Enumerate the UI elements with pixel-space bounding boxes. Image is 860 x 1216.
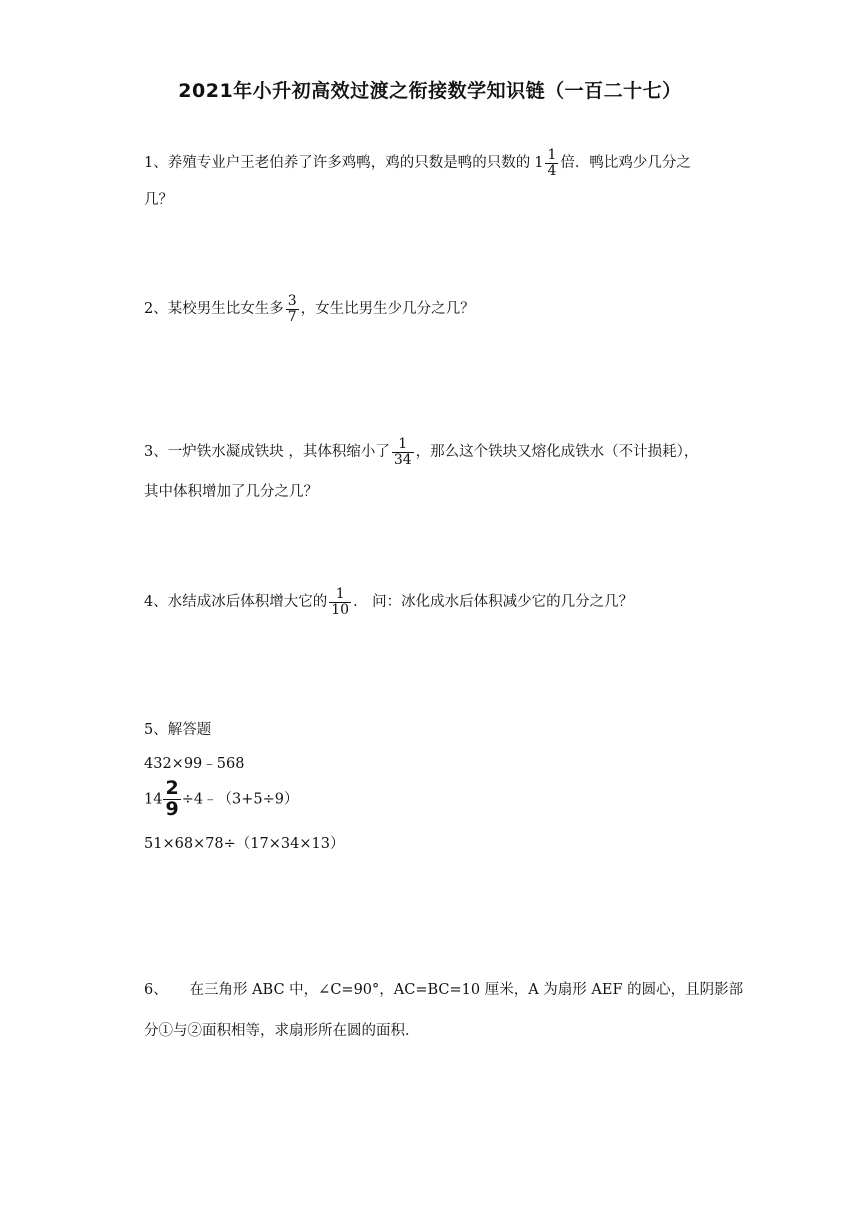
question-4-line <box>144 587 633 617</box>
page-title: 2021年小升初高效过渡之衔接数学知识链（一百二十七） <box>178 80 682 102</box>
question-2-line <box>144 294 475 324</box>
question-5-expression-2 <box>144 779 299 820</box>
fraction-numerator: 1 <box>329 587 351 603</box>
expression-2-whole: 14 <box>144 791 163 808</box>
expression-2-fraction <box>163 779 180 820</box>
expression-2-rest: ÷4﹣（3+5÷9） <box>181 791 299 808</box>
question-1-line-2: 几？ <box>144 192 173 208</box>
question-1-prefix: 1、养殖专业户王老伯养了许多鸡鸭，鸡的只数是鸭的只数的 <box>144 155 531 172</box>
question-1-line-1 <box>144 148 691 178</box>
question-3-line-1 <box>144 437 698 467</box>
fraction-numerator: 1 <box>547 147 557 163</box>
fraction-denominator: 4 <box>547 162 557 179</box>
question-6-line-1: 6、 在三角形 ABC 中，∠C=90°，AC=BC=10 厘米，A 为扇形 AEF 的圆心，且阴影部 <box>144 982 744 998</box>
question-3-suffix: ，那么这个铁块又熔化成铁水（不计损耗）， <box>415 444 699 461</box>
question-1-suffix: 倍．鸭比鸡少几分之 <box>560 155 691 172</box>
question-4-fraction <box>329 587 351 617</box>
question-2-suffix: ，女生比男生少几分之几？ <box>300 301 475 318</box>
fraction-denominator: 34 <box>393 451 412 468</box>
fraction-denominator: 9 <box>165 797 179 820</box>
fraction-numerator: 2 <box>165 777 179 799</box>
fraction-numerator: 1 <box>392 437 414 453</box>
question-1-fraction <box>545 148 558 178</box>
question-2-fraction <box>286 294 299 324</box>
question-5-expression-1: 432×99﹣568 <box>144 756 245 772</box>
fraction-numerator: 3 <box>287 293 297 309</box>
question-6-line-2: 分①与②面积相等，求扇形所在圆的面积． <box>144 1023 420 1039</box>
question-2-prefix: 2、某校男生比女生多 <box>144 301 284 318</box>
question-4-prefix: 4、水结成冰后体积增大它的 <box>144 594 328 611</box>
question-5-heading: 5、解答题 <box>144 722 212 738</box>
question-3-prefix: 3、一炉铁水凝成铁块 ，其体积缩小了 <box>144 444 390 461</box>
question-3-fraction <box>392 437 414 467</box>
question-1-mixed-whole: 1 <box>534 155 544 172</box>
question-4-suffix: ． 问：冰化成水后体积减少它的几分之几？ <box>353 594 634 611</box>
question-5-expression-3: 51×68×78÷（17×34×13） <box>144 836 345 852</box>
fraction-denominator: 10 <box>331 601 350 618</box>
fraction-denominator: 7 <box>287 308 297 325</box>
question-3-line-2: 其中体积增加了几分之几？ <box>144 484 318 500</box>
